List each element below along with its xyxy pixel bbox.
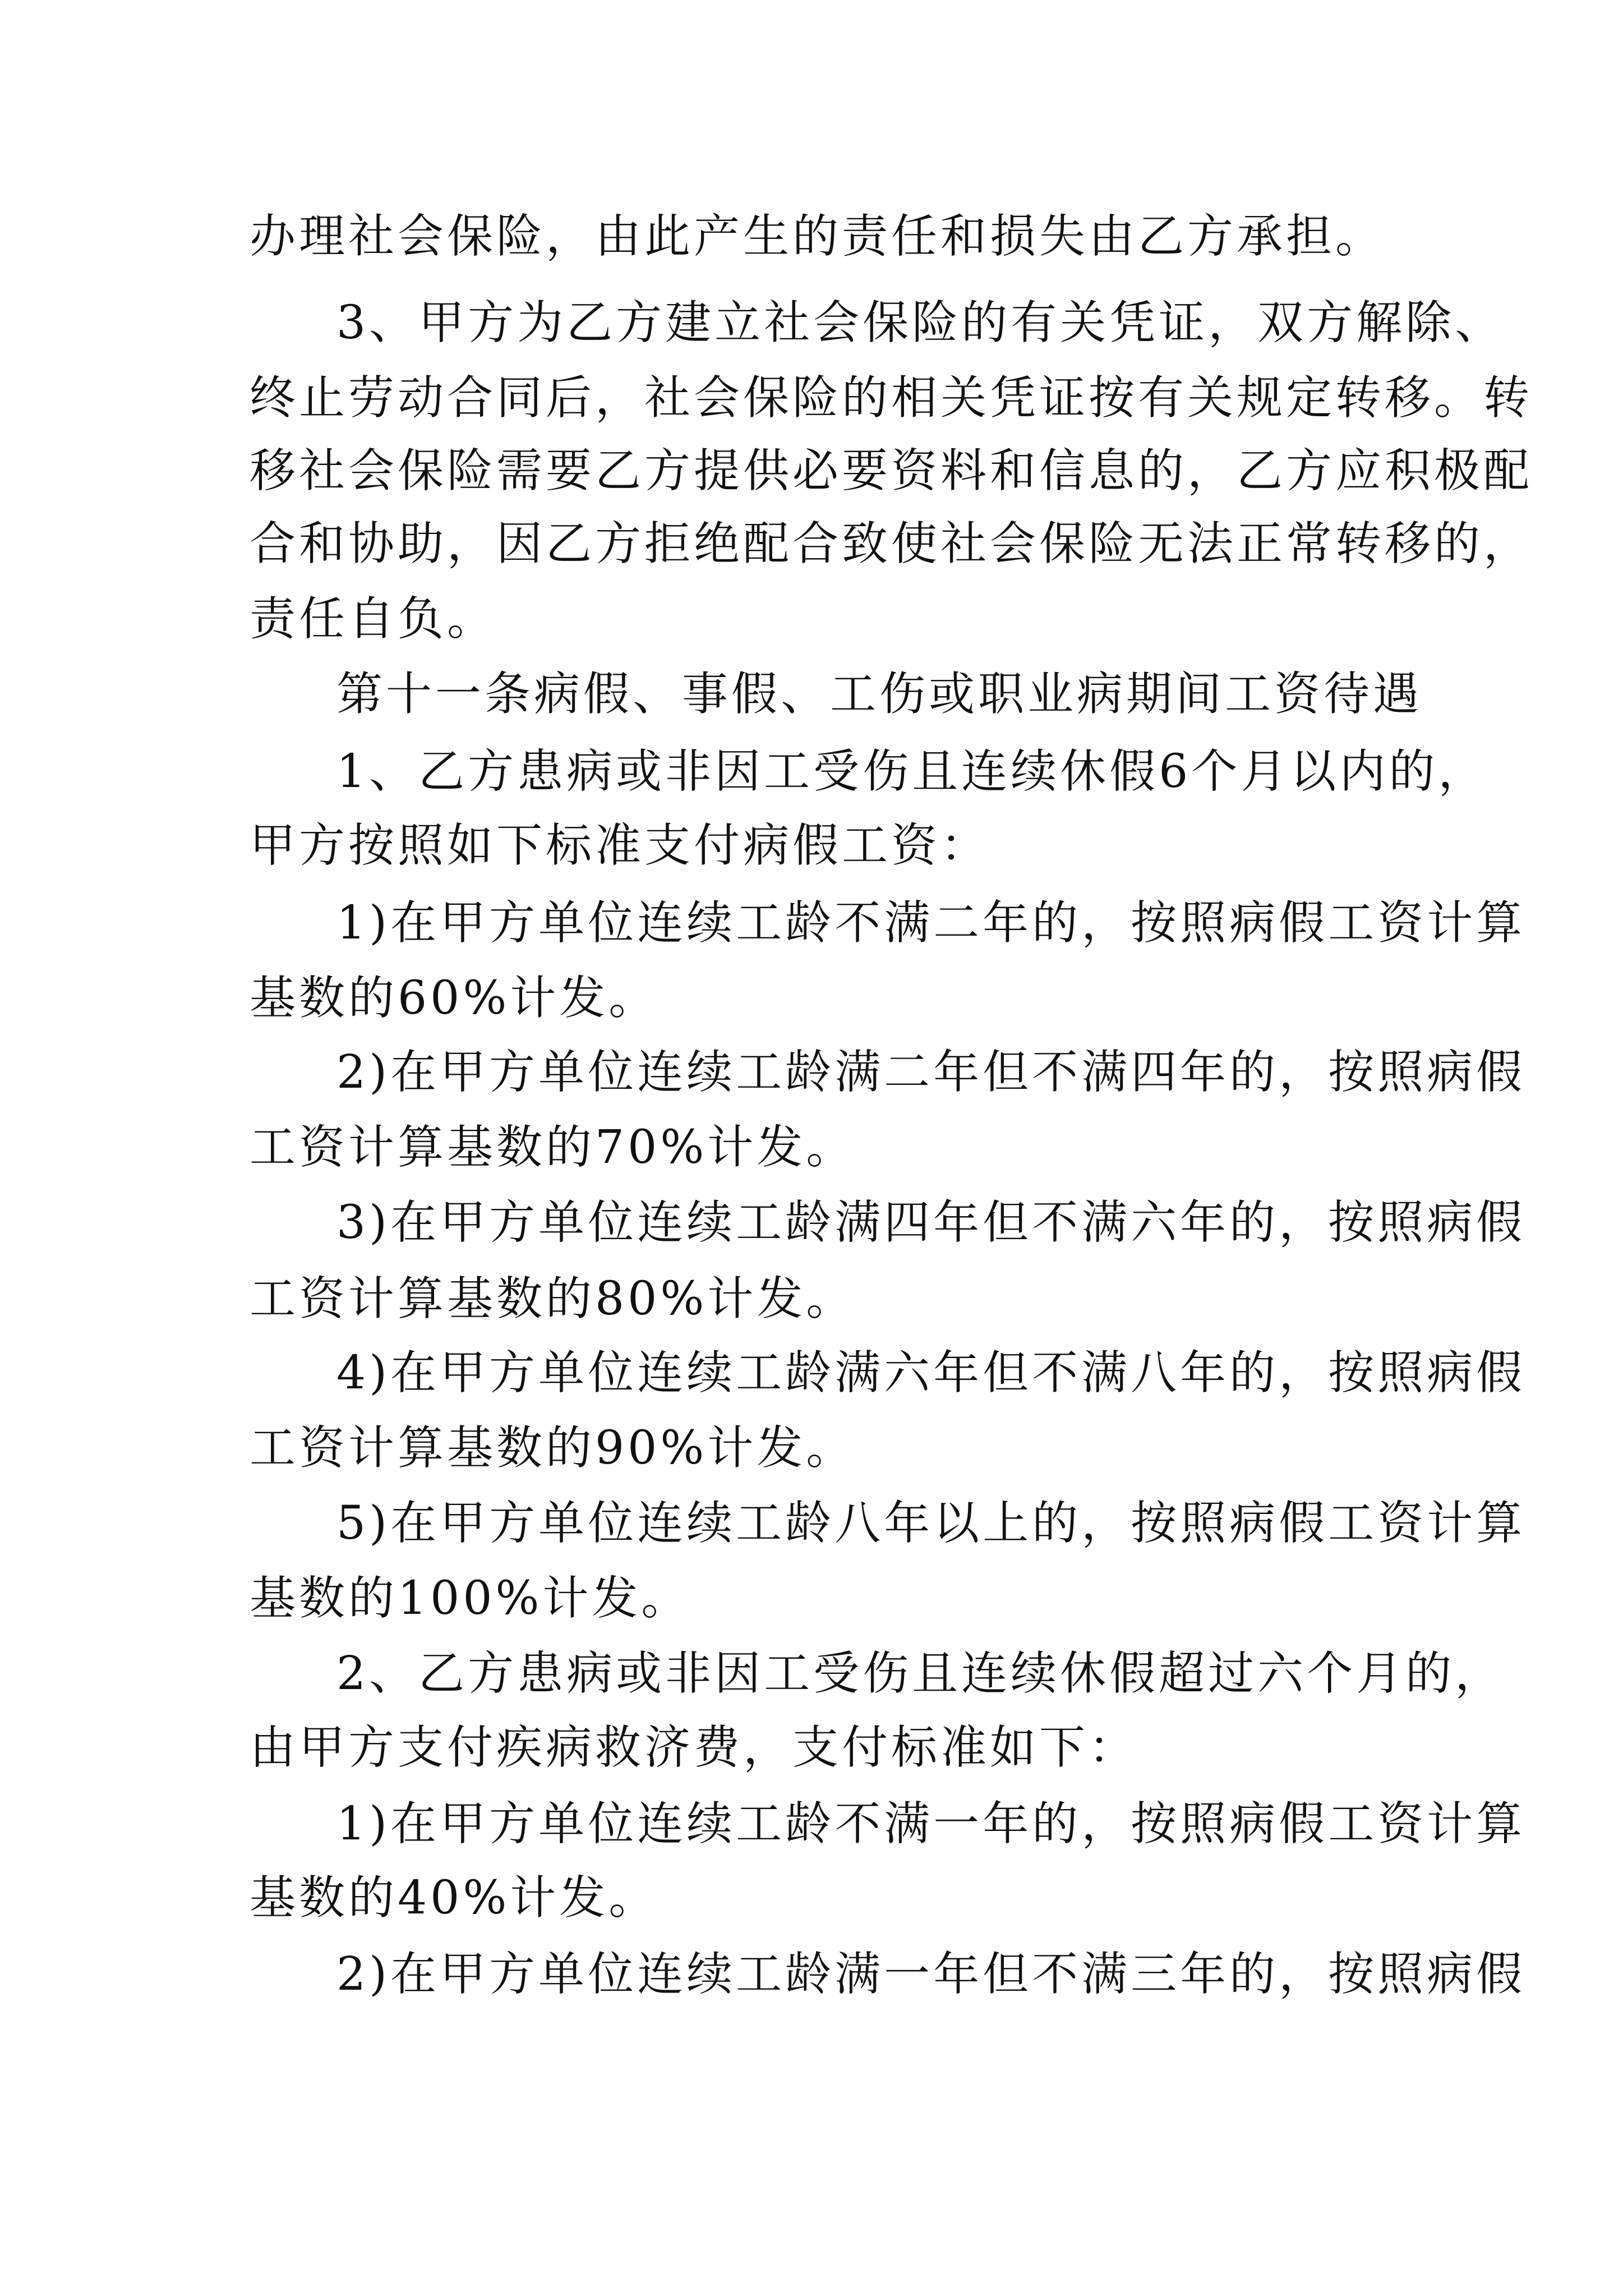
text-line-17: 工资计算基数的90%计发。 xyxy=(250,1421,856,1475)
text-line-19: 基数的100%计发。 xyxy=(250,1572,691,1625)
text-line-1: 办理社会保险，由此产生的责任和损失由乙方承担。 xyxy=(250,210,1385,263)
text-line-13: 工资计算基数的70%计发。 xyxy=(250,1121,856,1174)
text-line-5: 合和协助，因乙方拒绝配合致使社会保险无法正常转移的， xyxy=(250,517,1533,570)
text-line-4: 移社会保险需要乙方提供必要资料和信息的，乙方应积极配 xyxy=(250,444,1533,498)
text-line-3: 终止劳动合同后，社会保险的相关凭证按有关规定转移。转 xyxy=(250,371,1533,425)
text-line-14: 3)在甲方单位连续工龄满四年但不满六年的，按照病假 xyxy=(336,1196,1526,1249)
text-line-7: 第十一条病假、事假、工伤或职业病期间工资待遇 xyxy=(336,668,1423,721)
text-line-21: 由甲方支付疾病救济费，支付标准如下： xyxy=(250,1721,1138,1774)
text-line-6: 责任自负。 xyxy=(250,592,497,646)
text-line-10: 1)在甲方单位连续工龄不满二年的，按照病假工资计算 xyxy=(336,896,1526,950)
text-line-22: 1)在甲方单位连续工龄不满一年的，按照病假工资计算 xyxy=(336,1797,1526,1851)
text-line-15: 工资计算基数的80%计发。 xyxy=(250,1272,856,1326)
text-line-9: 甲方按照如下标准支付病假工资： xyxy=(250,819,990,872)
text-line-2: 3、甲方为乙方建立社会保险的有关凭证，双方解除、 xyxy=(336,296,1505,349)
text-line-23: 基数的40%计发。 xyxy=(250,1871,658,1925)
text-line-18: 5)在甲方单位连续工龄八年以上的，按照病假工资计算 xyxy=(336,1497,1526,1550)
text-line-12: 2)在甲方单位连续工龄满二年但不满四年的，按照病假 xyxy=(336,1046,1526,1099)
text-line-16: 4)在甲方单位连续工龄满六年但不满八年的，按照病假 xyxy=(336,1346,1526,1400)
text-line-20: 2、乙方患病或非因工受伤且连续休假超过六个月的， xyxy=(336,1647,1505,1700)
text-line-11: 基数的60%计发。 xyxy=(250,972,658,1025)
text-line-24: 2)在甲方单位连续工龄满一年但不满三年的，按照病假 xyxy=(336,1948,1526,2001)
text-line-8: 1、乙方患病或非因工受伤且连续休假6个月以内的， xyxy=(336,745,1488,798)
